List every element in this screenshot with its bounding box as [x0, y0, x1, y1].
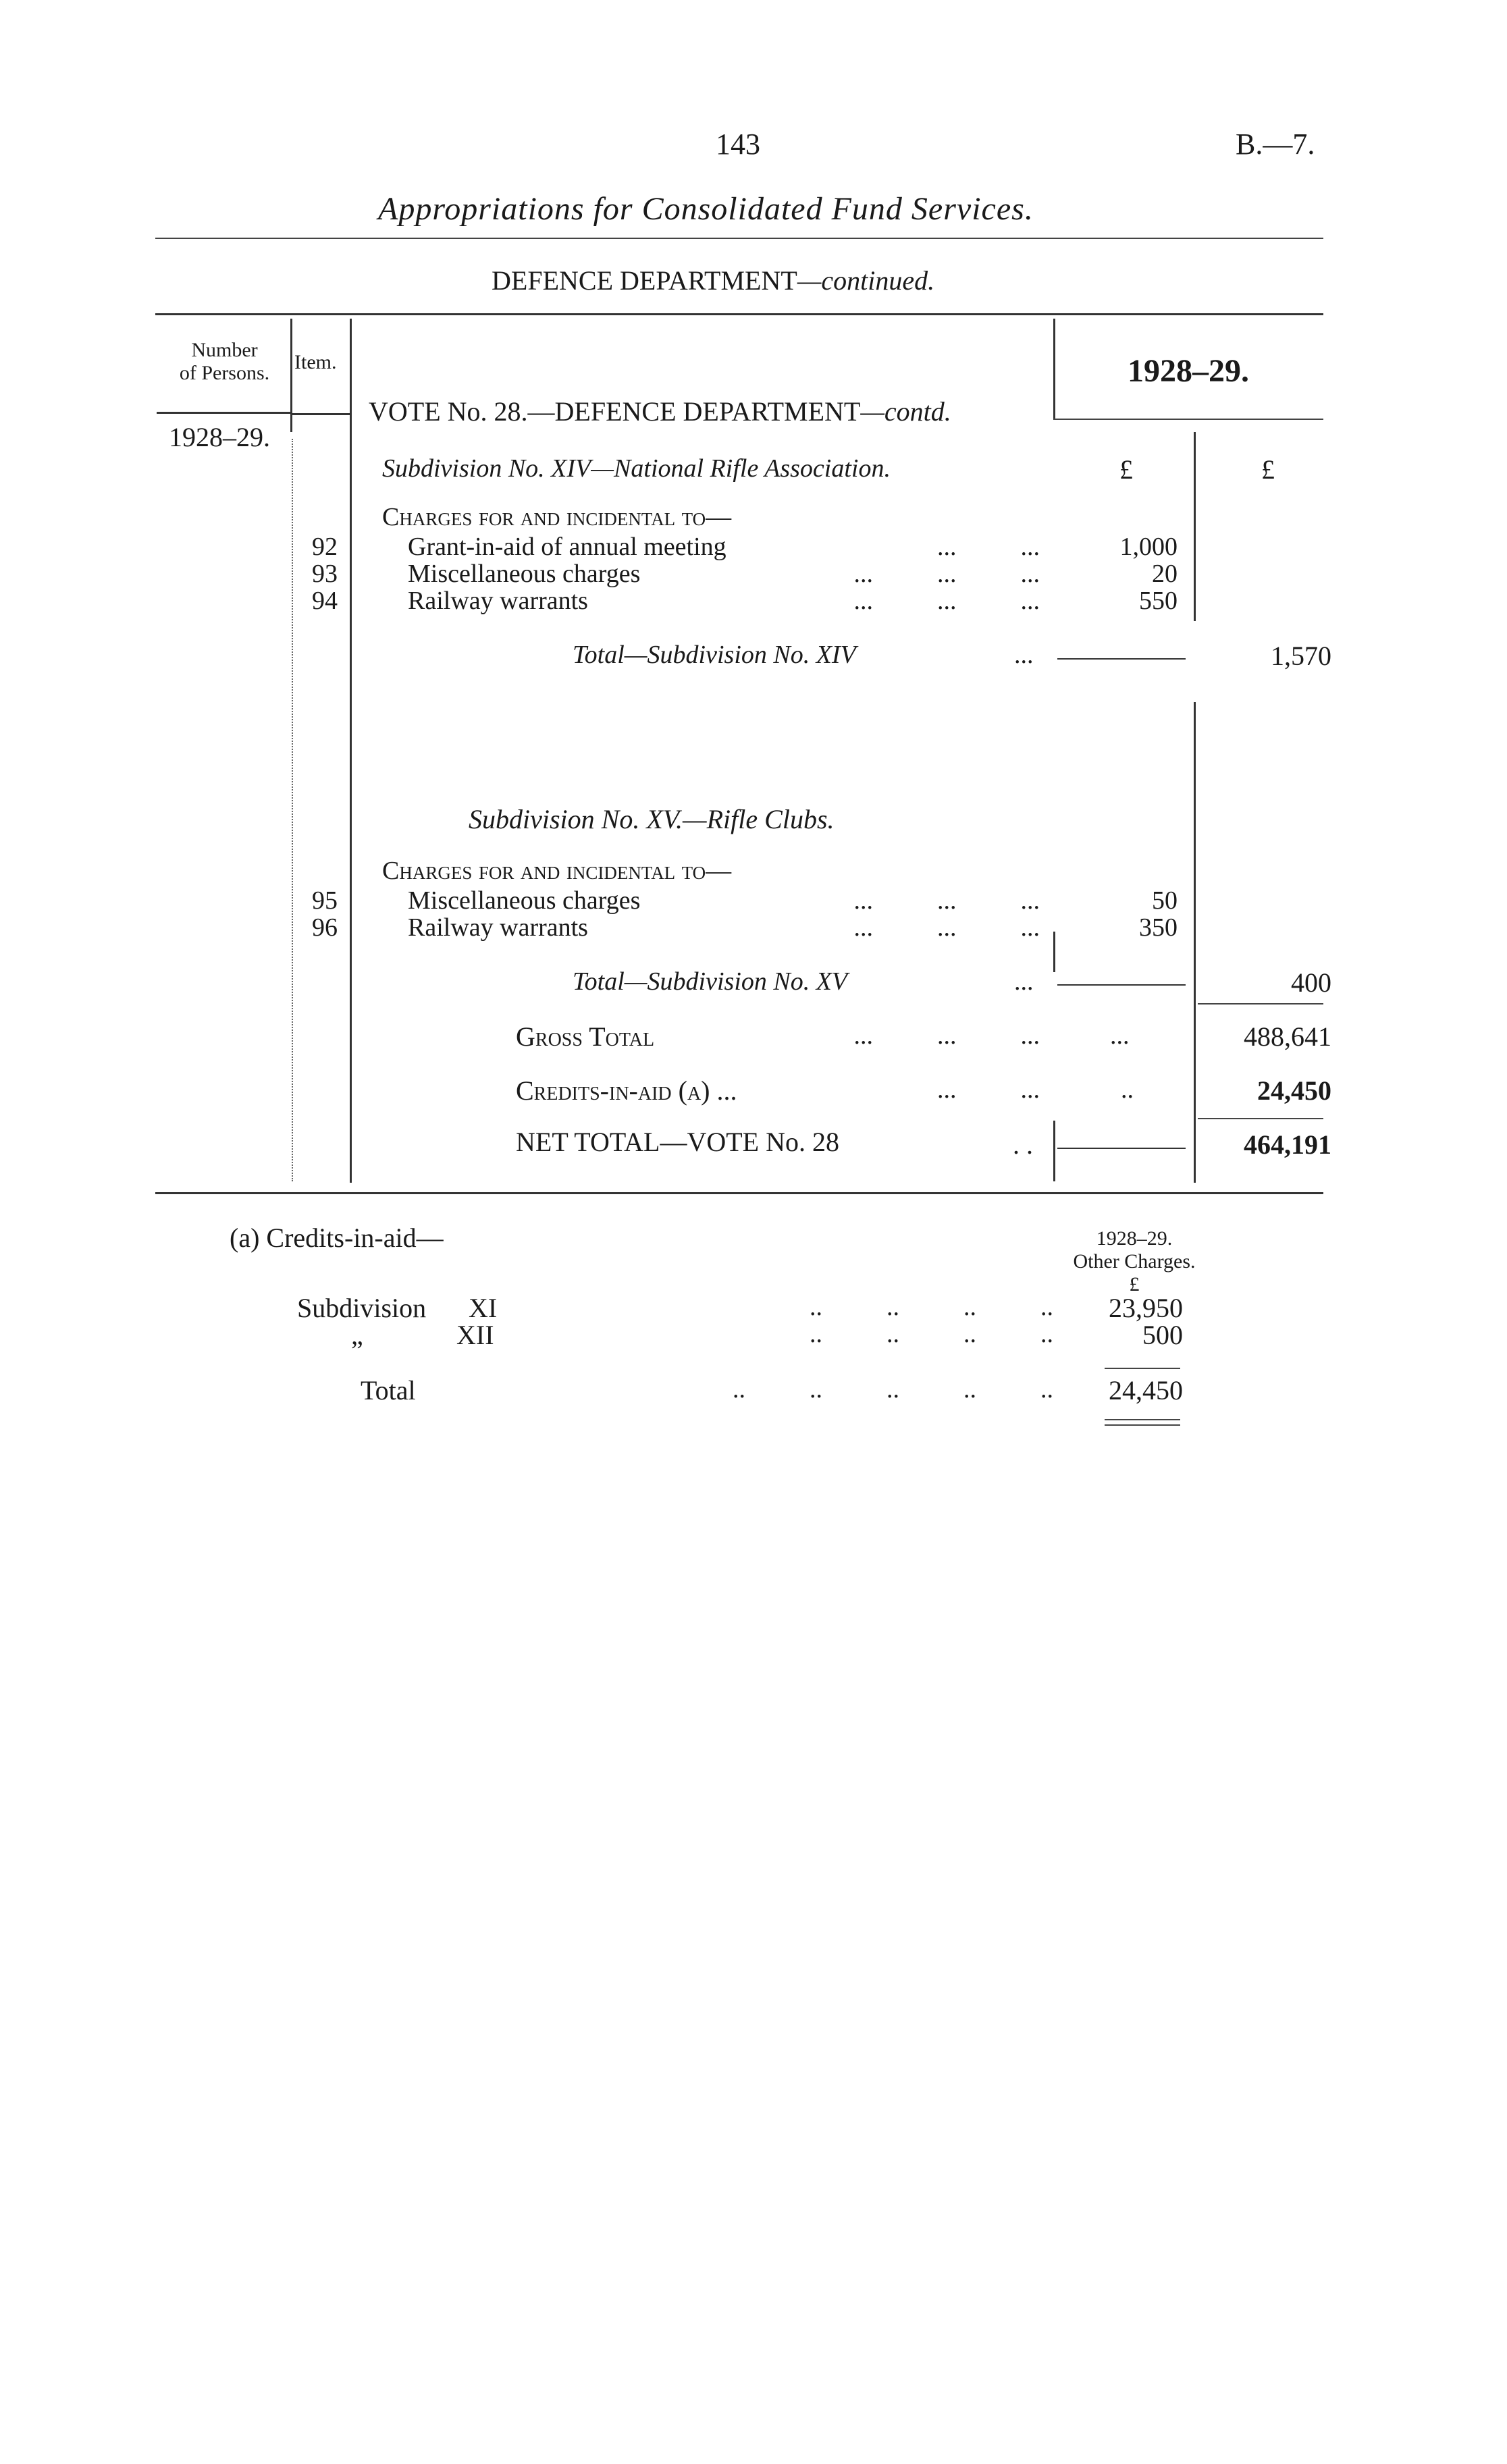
item-amount: 1,000 — [1119, 533, 1178, 561]
col-divider-desc-amount — [1053, 319, 1055, 419]
net-total-leaders: . . — [1013, 1129, 1033, 1160]
footnote-column-heading — [1053, 1227, 1215, 1296]
number-of-persons-line2: of Persons. — [179, 362, 270, 384]
footnote-row-value: 500 — [1142, 1320, 1183, 1350]
footnote-total-rule-top — [1105, 1368, 1180, 1369]
footnote-row-label: „ — [351, 1320, 363, 1350]
vote-title — [369, 396, 951, 427]
footnote-row-number: XII — [456, 1320, 494, 1350]
col-divider-desc-amount-lower — [1053, 932, 1055, 972]
subdivision-xv-total-leaders: ... — [1014, 967, 1034, 996]
item-number: 94 — [312, 587, 338, 615]
year-header-rule — [1053, 419, 1323, 420]
subdivision-xv-charges-heading: Charges for and incidental to— — [382, 857, 732, 885]
page-number: 143 — [716, 128, 760, 161]
footnote-col-year: 1928–29. — [1096, 1227, 1173, 1250]
item-amount: 350 — [1139, 913, 1178, 942]
item-description: Miscellaneous charges — [408, 560, 641, 588]
item-header-rule — [292, 413, 350, 415]
item-description: Miscellaneous charges — [408, 886, 641, 915]
item-amount: 550 — [1139, 587, 1178, 615]
table-bottom-rule — [155, 1192, 1323, 1194]
footnote-row-value: 23,950 — [1109, 1293, 1183, 1323]
item-number: 95 — [312, 886, 338, 915]
subdivision-xiv-heading: Subdivision No. XIV—National Rifle Association. — [382, 454, 891, 483]
item-heading: Item. — [294, 351, 337, 373]
subdivision-xiv-total: 1,570 — [1271, 641, 1331, 671]
footnote-row-label: Subdivision — [297, 1293, 427, 1323]
document-reference: B.—7. — [1236, 128, 1315, 161]
persons-header-rule — [157, 412, 292, 414]
footnote-col-currency: £ — [1129, 1273, 1140, 1295]
col-divider-item-desc — [350, 319, 352, 1183]
item-leaders: ... ... ... — [853, 886, 1040, 915]
credits-in-aid-mid: .. — [1121, 1075, 1134, 1104]
footnote-row-number: XI — [469, 1293, 498, 1323]
subdivision-xiv-charges-heading: Charges for and incidental to— — [382, 503, 732, 531]
gross-total-mid: ... — [1110, 1021, 1130, 1050]
item-number: 93 — [312, 560, 338, 588]
item-leaders: ... ... ... — [853, 560, 1040, 588]
footnote-col-label: Other Charges. — [1073, 1250, 1196, 1273]
year-heading: 1928–29. — [1128, 353, 1249, 389]
item-description: Railway warrants — [408, 913, 588, 942]
credits-in-aid-leaders: ... ... — [937, 1075, 1040, 1104]
gross-total-value: 488,641 — [1244, 1021, 1331, 1052]
footnote-row-leaders: .. .. .. .. — [810, 1293, 1053, 1321]
number-of-persons-heading — [162, 339, 287, 385]
item-leaders: ... ... ... — [853, 913, 1040, 942]
number-of-persons-line1: Number — [191, 339, 258, 361]
footnote-row-leaders: .. .. .. .. — [810, 1320, 1053, 1348]
net-total-value: 464,191 — [1244, 1129, 1331, 1160]
page-title: Appropriations for Consolidated Fund Services. — [378, 191, 1034, 227]
department-name: DEFENCE DEPARTMENT — [492, 265, 797, 296]
item-leaders: ... ... — [937, 533, 1040, 561]
currency-col-2: £ — [1261, 454, 1275, 485]
subdivision-xv-total-label: Total—Subdivision No. XV — [573, 967, 848, 996]
department-continued: —continued. — [797, 265, 935, 296]
left-year-label: 1928–29. — [169, 422, 270, 452]
item-amount: 20 — [1152, 560, 1178, 588]
credits-in-aid-text: Credits-in-aid (a) ... — [516, 1075, 737, 1106]
footnote-heading: (a) Credits-in-aid— — [230, 1223, 444, 1253]
gross-total-label: Gross Total — [516, 1021, 655, 1052]
subdivision-xiv-total-leaders: ... — [1014, 641, 1034, 669]
currency-col-1: £ — [1119, 454, 1133, 485]
vote-title-contd: —contd. — [860, 396, 951, 427]
col-divider-persons-item-lower — [292, 439, 293, 1181]
col-divider-amount-total — [1194, 432, 1196, 621]
credits-rule — [1198, 1118, 1323, 1119]
item-description: Railway warrants — [408, 587, 588, 615]
item-amount: 50 — [1152, 886, 1178, 915]
net-total-label: NET TOTAL—VOTE No. 28 — [516, 1127, 839, 1157]
credits-in-aid-value: 24,450 — [1257, 1075, 1331, 1106]
footnote-total-leaders: .. .. .. .. .. — [733, 1375, 1053, 1403]
footnote-total-value: 24,450 — [1109, 1375, 1183, 1405]
col-divider-amount-total-lower — [1194, 702, 1196, 1183]
subdivision-xiv-total-label: Total—Subdivision No. XIV — [573, 641, 856, 669]
item-number: 92 — [312, 533, 338, 561]
item-number: 96 — [312, 913, 338, 942]
col-divider-desc-amount-lower2 — [1053, 1121, 1055, 1181]
subdivision-xiv-total-rule — [1057, 658, 1186, 660]
net-total-rule — [1057, 1148, 1186, 1149]
table-top-rule — [155, 313, 1323, 315]
xv-subtotal-rule — [1198, 1003, 1323, 1005]
credits-in-aid-label — [516, 1075, 737, 1106]
subdivision-xv-total: 400 — [1291, 967, 1331, 998]
gross-total-leaders: ... ... ... — [853, 1021, 1040, 1050]
vote-title-text: VOTE No. 28.—DEFENCE DEPARTMENT — [369, 396, 861, 427]
department-heading — [492, 265, 934, 296]
item-leaders: ... ... ... — [853, 587, 1040, 615]
footnote-total-rule-bottom-1 — [1105, 1419, 1180, 1420]
subdivision-xv-total-rule — [1057, 984, 1186, 986]
footnote-total-rule-bottom-2 — [1105, 1424, 1180, 1426]
footnote-total-label: Total — [361, 1375, 416, 1405]
item-description: Grant-in-aid of annual meeting — [408, 533, 726, 561]
subdivision-xv-heading: Subdivision No. XV.—Rifle Clubs. — [469, 804, 835, 834]
title-rule — [155, 238, 1323, 239]
